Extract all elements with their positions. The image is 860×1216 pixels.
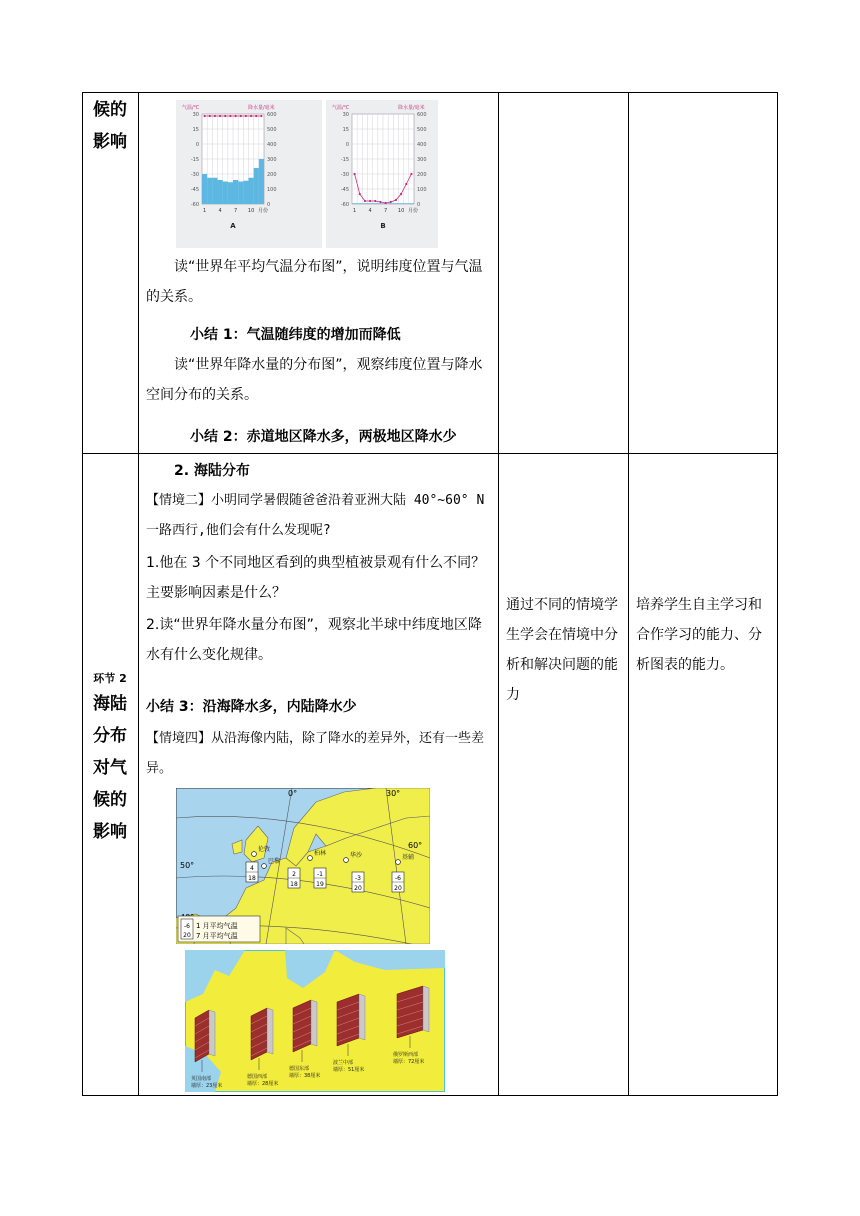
wall-side — [209, 1010, 215, 1056]
row1-section-title — [82, 92, 138, 158]
city-marker — [252, 852, 257, 857]
temperature-point — [384, 202, 386, 204]
row2-step-label: 环节 2 — [93, 672, 127, 685]
table-border-left — [82, 92, 83, 1096]
wall-thickness: 墙厚：72厘米 — [393, 1059, 425, 1065]
row2-title-line: 海陆 — [93, 694, 127, 714]
y-left-tick: -60 — [190, 202, 199, 208]
precipitation-bar — [362, 203, 367, 204]
x-tick: 10 — [397, 208, 405, 214]
row-divider — [82, 453, 778, 454]
learning-goal: 培养学生自主学习和合作学习的能力、分析图表的能力。 — [636, 597, 762, 673]
row2-title-line: 候的 — [93, 790, 127, 810]
city-name: 巴黎 — [268, 858, 281, 865]
y-left-tick: -45 — [340, 187, 349, 193]
y-right-tick: 500 — [267, 127, 277, 133]
temperature-point — [364, 200, 366, 202]
europe-temperature-map — [176, 788, 430, 944]
question-1: 1.他在 3 个不同地区看到的典型植被景观有什么不同？主要影响因素是什么？ — [146, 555, 486, 601]
lat-label: 60° — [408, 841, 423, 850]
situation-four: 【情境四】从沿海像内陆，除了降水的差异外，还有一些差异。 — [146, 731, 485, 776]
y-left-tick: 0 — [345, 142, 349, 148]
y-left-tick: 15 — [342, 127, 349, 133]
row2-title-line: 对气 — [93, 758, 127, 778]
y-left-tick: 30 — [192, 112, 199, 118]
chart-gap — [322, 100, 326, 248]
y-right-title: 降水量/毫米 — [398, 105, 425, 111]
temperature-point — [224, 115, 226, 117]
lesson-plan-table — [82, 92, 778, 1096]
x-tick: 1 — [352, 208, 357, 214]
y-right-tick: 600 — [267, 112, 277, 118]
temperature-point — [369, 200, 371, 202]
temp-jul: 18 — [290, 881, 298, 888]
temperature-point — [245, 115, 247, 117]
temp-jul: 18 — [248, 875, 256, 882]
precipitation-bar — [409, 203, 414, 204]
y-left-tick: -30 — [340, 172, 349, 178]
wall-side — [359, 994, 365, 1040]
lon-label: 30° — [386, 789, 401, 798]
x-tick: 7 — [233, 208, 238, 214]
x-tick: 10 — [247, 208, 255, 214]
precipitation-bar — [404, 203, 409, 204]
temp-jan: 4 — [250, 865, 254, 872]
y-right-tick: 600 — [417, 112, 427, 118]
lon-label: 0° — [288, 789, 298, 798]
y-left-title: 气温/℃ — [182, 105, 200, 111]
temperature-point — [209, 115, 211, 117]
col-divider-2 — [498, 92, 499, 1096]
y-right-tick: 100 — [267, 187, 277, 193]
row2-title-line: 分布 — [93, 726, 127, 746]
precipitation-bar — [218, 180, 223, 204]
city-name: 伦敦 — [258, 846, 271, 853]
wall-thickness: 墙厚：23厘米 — [191, 1083, 223, 1089]
temperature-point — [219, 115, 221, 117]
y-left-tick: 15 — [192, 127, 199, 133]
temperature-point — [395, 199, 397, 201]
y-right-tick: 200 — [417, 172, 427, 178]
temperature-point — [234, 115, 236, 117]
heading-land-sea: 2. 海陆分布 — [174, 463, 250, 479]
precipitation-bar — [238, 182, 243, 205]
chart-label: B — [380, 222, 386, 230]
precipitation-bar — [352, 203, 357, 204]
precipitation-bar — [357, 203, 362, 204]
wall-thickness: 墙厚：51厘米 — [333, 1067, 365, 1073]
city-marker — [396, 860, 401, 865]
summary-3: 小结 3：沿海降水多，内陆降水少 — [146, 699, 357, 715]
wall-region: 德国西部 — [247, 1074, 268, 1080]
y-right-tick: 400 — [267, 142, 277, 148]
city-name: 华沙 — [350, 852, 363, 859]
temperature-point — [390, 201, 392, 203]
precipitation-bar — [223, 182, 228, 205]
precipitation-bar — [373, 203, 378, 204]
temp-jan: -3 — [355, 875, 361, 882]
y-right-title: 降水量/毫米 — [248, 105, 275, 111]
wall-region: 俄罗斯西部 — [393, 1052, 419, 1058]
temperature-point — [229, 115, 231, 117]
temp-jul: 20 — [394, 885, 402, 892]
wall-side — [423, 986, 429, 1032]
col-divider-3 — [628, 92, 629, 1096]
temperature-point — [400, 193, 402, 195]
city-name: 基辅 — [402, 854, 415, 861]
y-left-tick: -30 — [190, 172, 199, 178]
y-left-title: 气温/℃ — [332, 105, 350, 111]
temp-jul: 20 — [354, 885, 362, 892]
wall-region: 波兰中部 — [333, 1060, 354, 1066]
lat-label: 50° — [180, 861, 195, 870]
precipitation-bar — [399, 203, 404, 204]
x-tick: 7 — [383, 208, 388, 214]
precipitation-bar — [254, 168, 259, 204]
y-right-tick: 0 — [417, 202, 421, 208]
y-left-tick: -15 — [340, 157, 349, 163]
chart-label: A — [230, 222, 236, 230]
temperature-point — [359, 193, 361, 195]
question-2: 2.读“世界年降水量分布图”，观察北半球中纬度地区降水有什么变化规律。 — [146, 617, 482, 663]
precipitation-bar — [243, 181, 248, 204]
europe-map-svg — [176, 788, 430, 944]
y-right-tick: 300 — [267, 157, 277, 163]
activity-description: 通过不同的情境学生学会在情境中分析和解决问题的能力 — [506, 597, 618, 703]
situation-two: 【情境二】小明同学暑假随爸爸沿着亚洲大陆 40°~60° N 一路西行,他们会有什么发现呢? — [146, 493, 485, 538]
temperature-point — [203, 115, 205, 117]
legend-box-jul: 20 — [183, 932, 191, 939]
precipitation-bar — [393, 203, 398, 204]
wall-region: 德国东部 — [289, 1066, 310, 1072]
temperature-point — [260, 115, 262, 117]
paragraph-precip: 读“世界年降水量的分布图”，观察纬度位置与降水空间分布的关系。 — [146, 357, 483, 403]
table-border-top — [82, 92, 778, 93]
city-marker — [344, 858, 349, 863]
precipitation-bar — [207, 178, 212, 204]
temperature-point — [214, 115, 216, 117]
x-unit: 月份 — [258, 208, 269, 214]
legend-box-jan: -6 — [184, 923, 190, 930]
city-name: 柏林 — [314, 850, 327, 857]
x-tick: 4 — [218, 208, 222, 214]
summary-1: 小结 1：气温随纬度的增加而降低 — [190, 327, 401, 343]
temperature-point — [379, 201, 381, 203]
table-border-bottom — [82, 1095, 778, 1096]
wall-map-svg — [185, 950, 445, 1092]
temperature-point — [405, 183, 407, 185]
temp-jan: -1 — [317, 871, 323, 878]
wall-thickness: 墙厚：28厘米 — [247, 1081, 279, 1087]
y-right-tick: 200 — [267, 172, 277, 178]
row2-section-title — [82, 688, 138, 848]
precipitation-bar — [202, 174, 207, 204]
temperature-point — [374, 200, 376, 202]
y-right-tick: 100 — [417, 187, 427, 193]
y-left-tick: -60 — [340, 202, 349, 208]
legend-jul: 7 月平均气温 — [196, 932, 238, 940]
climate-charts-svg — [176, 100, 438, 248]
wall-thickness-map — [185, 950, 445, 1092]
precipitation-bar — [259, 159, 264, 204]
x-unit: 月份 — [408, 208, 419, 214]
y-right-tick: 0 — [267, 202, 271, 208]
row1-title-line: 候的 — [93, 100, 127, 120]
precipitation-bar — [388, 203, 393, 204]
temperature-point — [240, 115, 242, 117]
city-marker — [308, 856, 313, 861]
y-left-tick: 0 — [195, 142, 199, 148]
city-marker — [262, 864, 267, 869]
y-left-tick: -45 — [190, 187, 199, 193]
y-left-tick: -15 — [190, 157, 199, 163]
x-tick: 1 — [202, 208, 207, 214]
temp-jan: 2 — [292, 871, 296, 878]
temperature-point — [410, 173, 412, 175]
legend-jan: 1 月平均气温 — [196, 922, 238, 930]
temperature-point — [353, 173, 355, 175]
temperature-point — [250, 115, 252, 117]
temperature-point — [255, 115, 257, 117]
y-right-tick: 300 — [417, 157, 427, 163]
summary-2: 小结 2：赤道地区降水多，两极地区降水少 — [190, 429, 457, 445]
temp-jan: -6 — [395, 875, 401, 882]
col-divider-1 — [138, 92, 139, 1096]
precipitation-bar — [228, 182, 233, 204]
x-tick: 4 — [368, 208, 372, 214]
climate-charts — [176, 100, 496, 248]
precipitation-bar — [368, 203, 373, 204]
precipitation-bar — [212, 178, 217, 204]
wall-thickness: 墙厚：38厘米 — [289, 1073, 321, 1079]
row1-title-line: 影响 — [93, 132, 127, 152]
paragraph-temp: 读“世界年平均气温分布图”，说明纬度位置与气温的关系。 — [146, 259, 483, 305]
wall-side — [311, 1000, 317, 1046]
precipitation-bar — [233, 180, 238, 204]
precipitation-bar — [249, 178, 254, 204]
wall-side — [267, 1008, 273, 1054]
wall-region: 英国南部 — [191, 1076, 212, 1082]
y-left-tick: 30 — [342, 112, 349, 118]
y-right-tick: 500 — [417, 127, 427, 133]
y-right-tick: 400 — [417, 142, 427, 148]
temp-jul: 19 — [316, 881, 324, 888]
row2-title-line: 影响 — [93, 822, 127, 842]
table-border-right — [777, 92, 778, 1096]
precipitation-bar — [378, 203, 383, 204]
